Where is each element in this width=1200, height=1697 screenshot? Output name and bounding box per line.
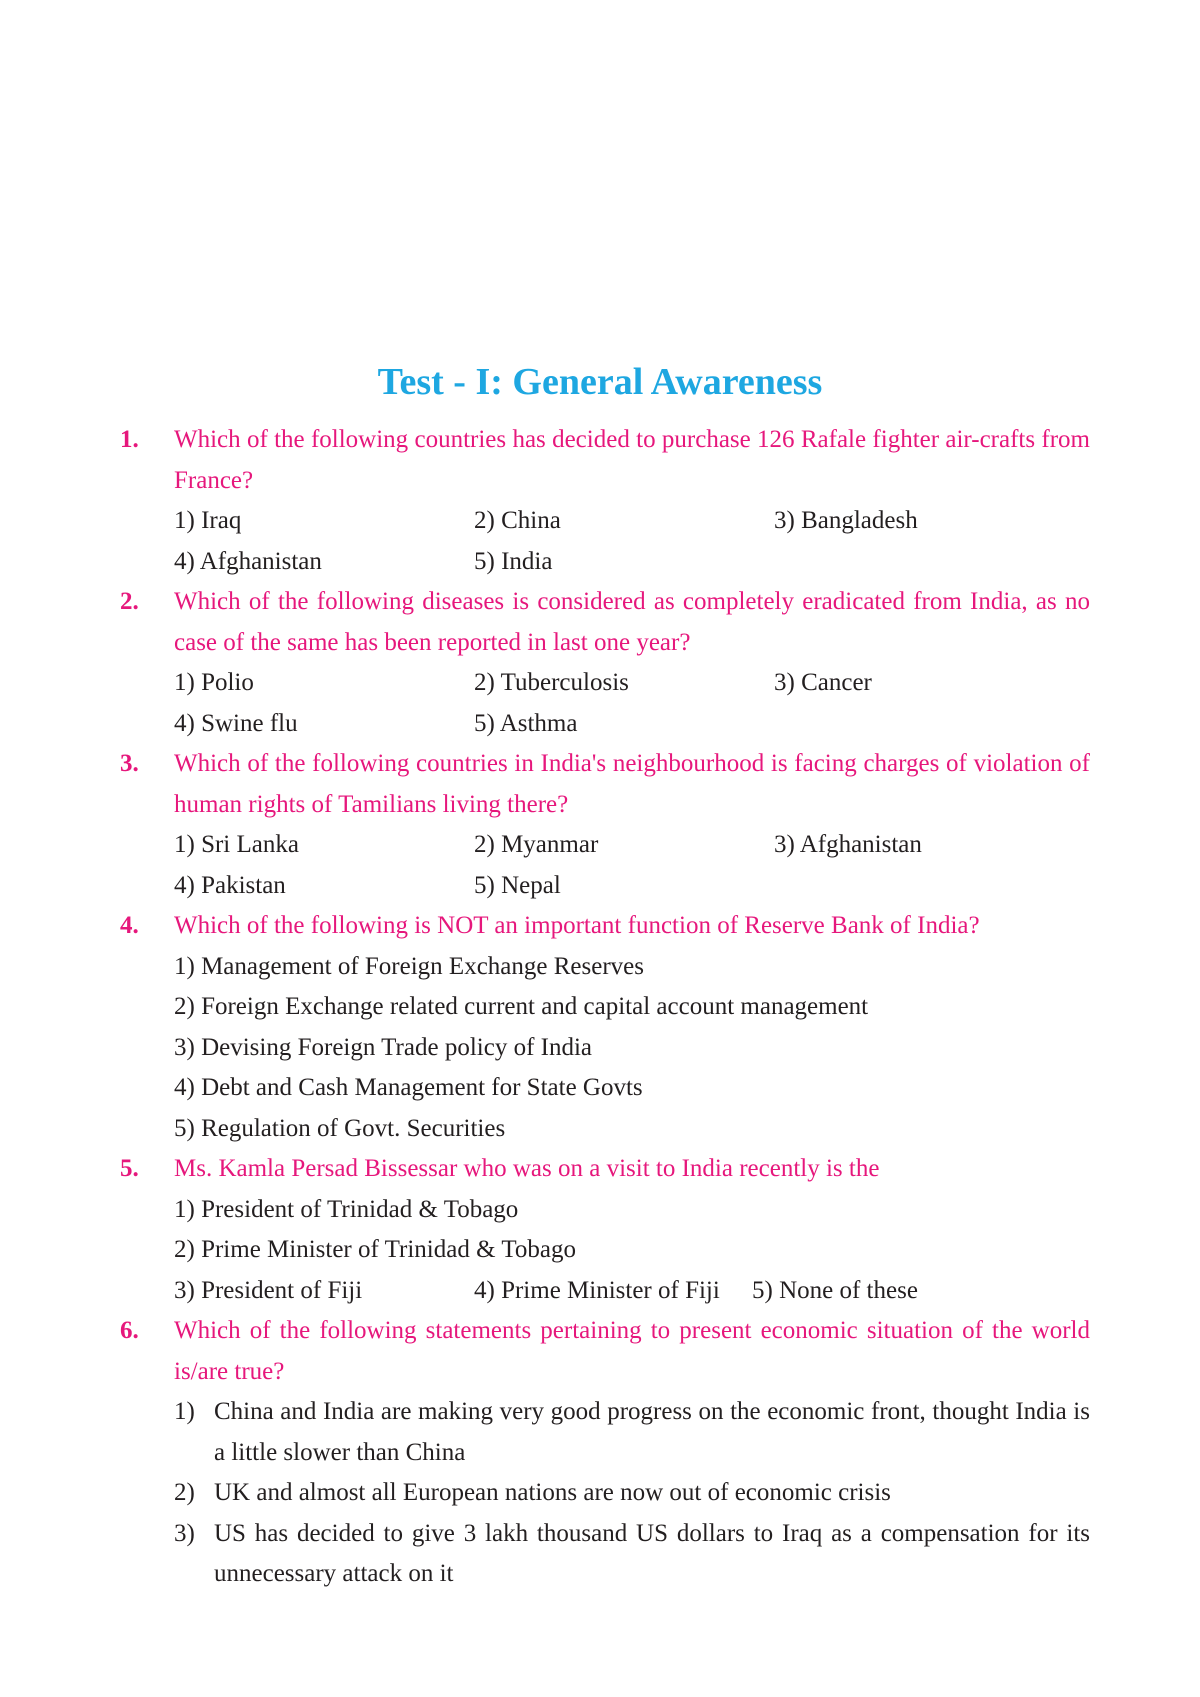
statement — [120, 1392, 1090, 1473]
option: 3) Afghanistan — [774, 831, 922, 858]
question-1 — [120, 420, 1090, 582]
option-row — [120, 1271, 1090, 1312]
question-text: Which of the following countries has decided to purchase 126 Rafale fighter air-crafts from France? — [174, 426, 1090, 494]
option: 2) China — [474, 507, 561, 534]
option: 5) None of these — [752, 1276, 918, 1304]
question-text: Which of the following diseases is considered as completely eradicated from India, as no case of the same has been reported in last one year? — [174, 588, 1090, 656]
question-text: Which of the following is NOT an important function of Reserve Bank of India? — [174, 912, 980, 939]
question-3 — [120, 744, 1090, 906]
question-text: Which of the following statements pertaining to present economic situation of the world is/are true? — [174, 1317, 1090, 1385]
option: 4) Swine flu — [174, 709, 298, 737]
question-text: Which of the following countries in India's neighbourhood is facing charges of violation of human rights of Tamilians living there? — [174, 750, 1090, 818]
option: 2) Foreign Exchange related current and capital account management — [174, 993, 869, 1020]
option-row — [120, 825, 1090, 866]
statement — [120, 1514, 1090, 1595]
statement-text: US has decided to give 3 lakh thousand US dollars to Iraq as a compensation for its unnecessary attack on it — [214, 1519, 1090, 1587]
option: 3) Bangladesh — [774, 507, 918, 534]
question-stem — [120, 582, 1090, 663]
question-5 — [120, 1149, 1090, 1311]
option-row — [120, 866, 1090, 907]
statement-number: 3) — [174, 1519, 195, 1547]
option-row — [120, 542, 1090, 583]
option: 5) Nepal — [474, 871, 561, 899]
statement-text: China and India are making very good progress on the economic front, thought India is a little slower than China — [214, 1398, 1090, 1466]
option: 5) India — [474, 547, 553, 575]
option: 3) Cancer — [774, 669, 872, 696]
option: 2) Prime Minister of Trinidad & Tobago — [174, 1236, 576, 1263]
statement-text: UK and almost all European nations are now out of economic crisis — [214, 1479, 891, 1506]
option: 2) Tuberculosis — [474, 669, 629, 696]
question-number: 3. — [120, 750, 139, 777]
question-stem — [120, 420, 1090, 501]
option-row — [120, 501, 1090, 542]
option: 1) Iraq — [174, 507, 242, 534]
question-stem — [120, 1149, 1090, 1190]
question-text: Ms. Kamla Persad Bissessar who was on a visit to India recently is the — [174, 1155, 880, 1182]
option: 2) Myanmar — [474, 831, 599, 858]
question-list — [120, 420, 1090, 1595]
option: 1) Sri Lanka — [174, 831, 299, 858]
option: 1) Management of Foreign Exchange Reserves — [174, 952, 644, 980]
question-number: 4. — [120, 912, 139, 939]
question-4 — [120, 906, 1090, 1149]
option: 4) Pakistan — [174, 871, 286, 899]
page-title: Test - I: General Awareness — [377, 361, 823, 403]
question-stem — [120, 1311, 1090, 1392]
question-2 — [120, 582, 1090, 744]
question-stem — [120, 906, 1090, 947]
option: 4) Prime Minister of Fiji — [474, 1276, 720, 1304]
option: 4) Afghanistan — [174, 547, 322, 575]
option: 1) Polio — [174, 669, 254, 696]
question-number: 1. — [120, 426, 139, 453]
statement — [120, 1473, 1090, 1514]
option-row — [120, 704, 1090, 745]
question-stem — [120, 744, 1090, 825]
statement-number: 1) — [174, 1398, 195, 1425]
option: 5) Regulation of Govt. Securities — [174, 1114, 506, 1142]
question-number: 6. — [120, 1317, 139, 1344]
statement-number: 2) — [174, 1479, 195, 1506]
option: 1) President of Trinidad & Tobago — [174, 1195, 519, 1223]
option: 3) President of Fiji — [174, 1276, 363, 1304]
option: 5) Asthma — [474, 709, 578, 737]
option-row — [120, 663, 1090, 704]
question-6 — [120, 1311, 1090, 1595]
question-number: 2. — [120, 588, 139, 615]
option: 3) Devising Foreign Trade policy of India — [174, 1033, 593, 1061]
option: 4) Debt and Cash Management for State Govts — [174, 1074, 643, 1101]
question-number: 5. — [120, 1155, 139, 1182]
